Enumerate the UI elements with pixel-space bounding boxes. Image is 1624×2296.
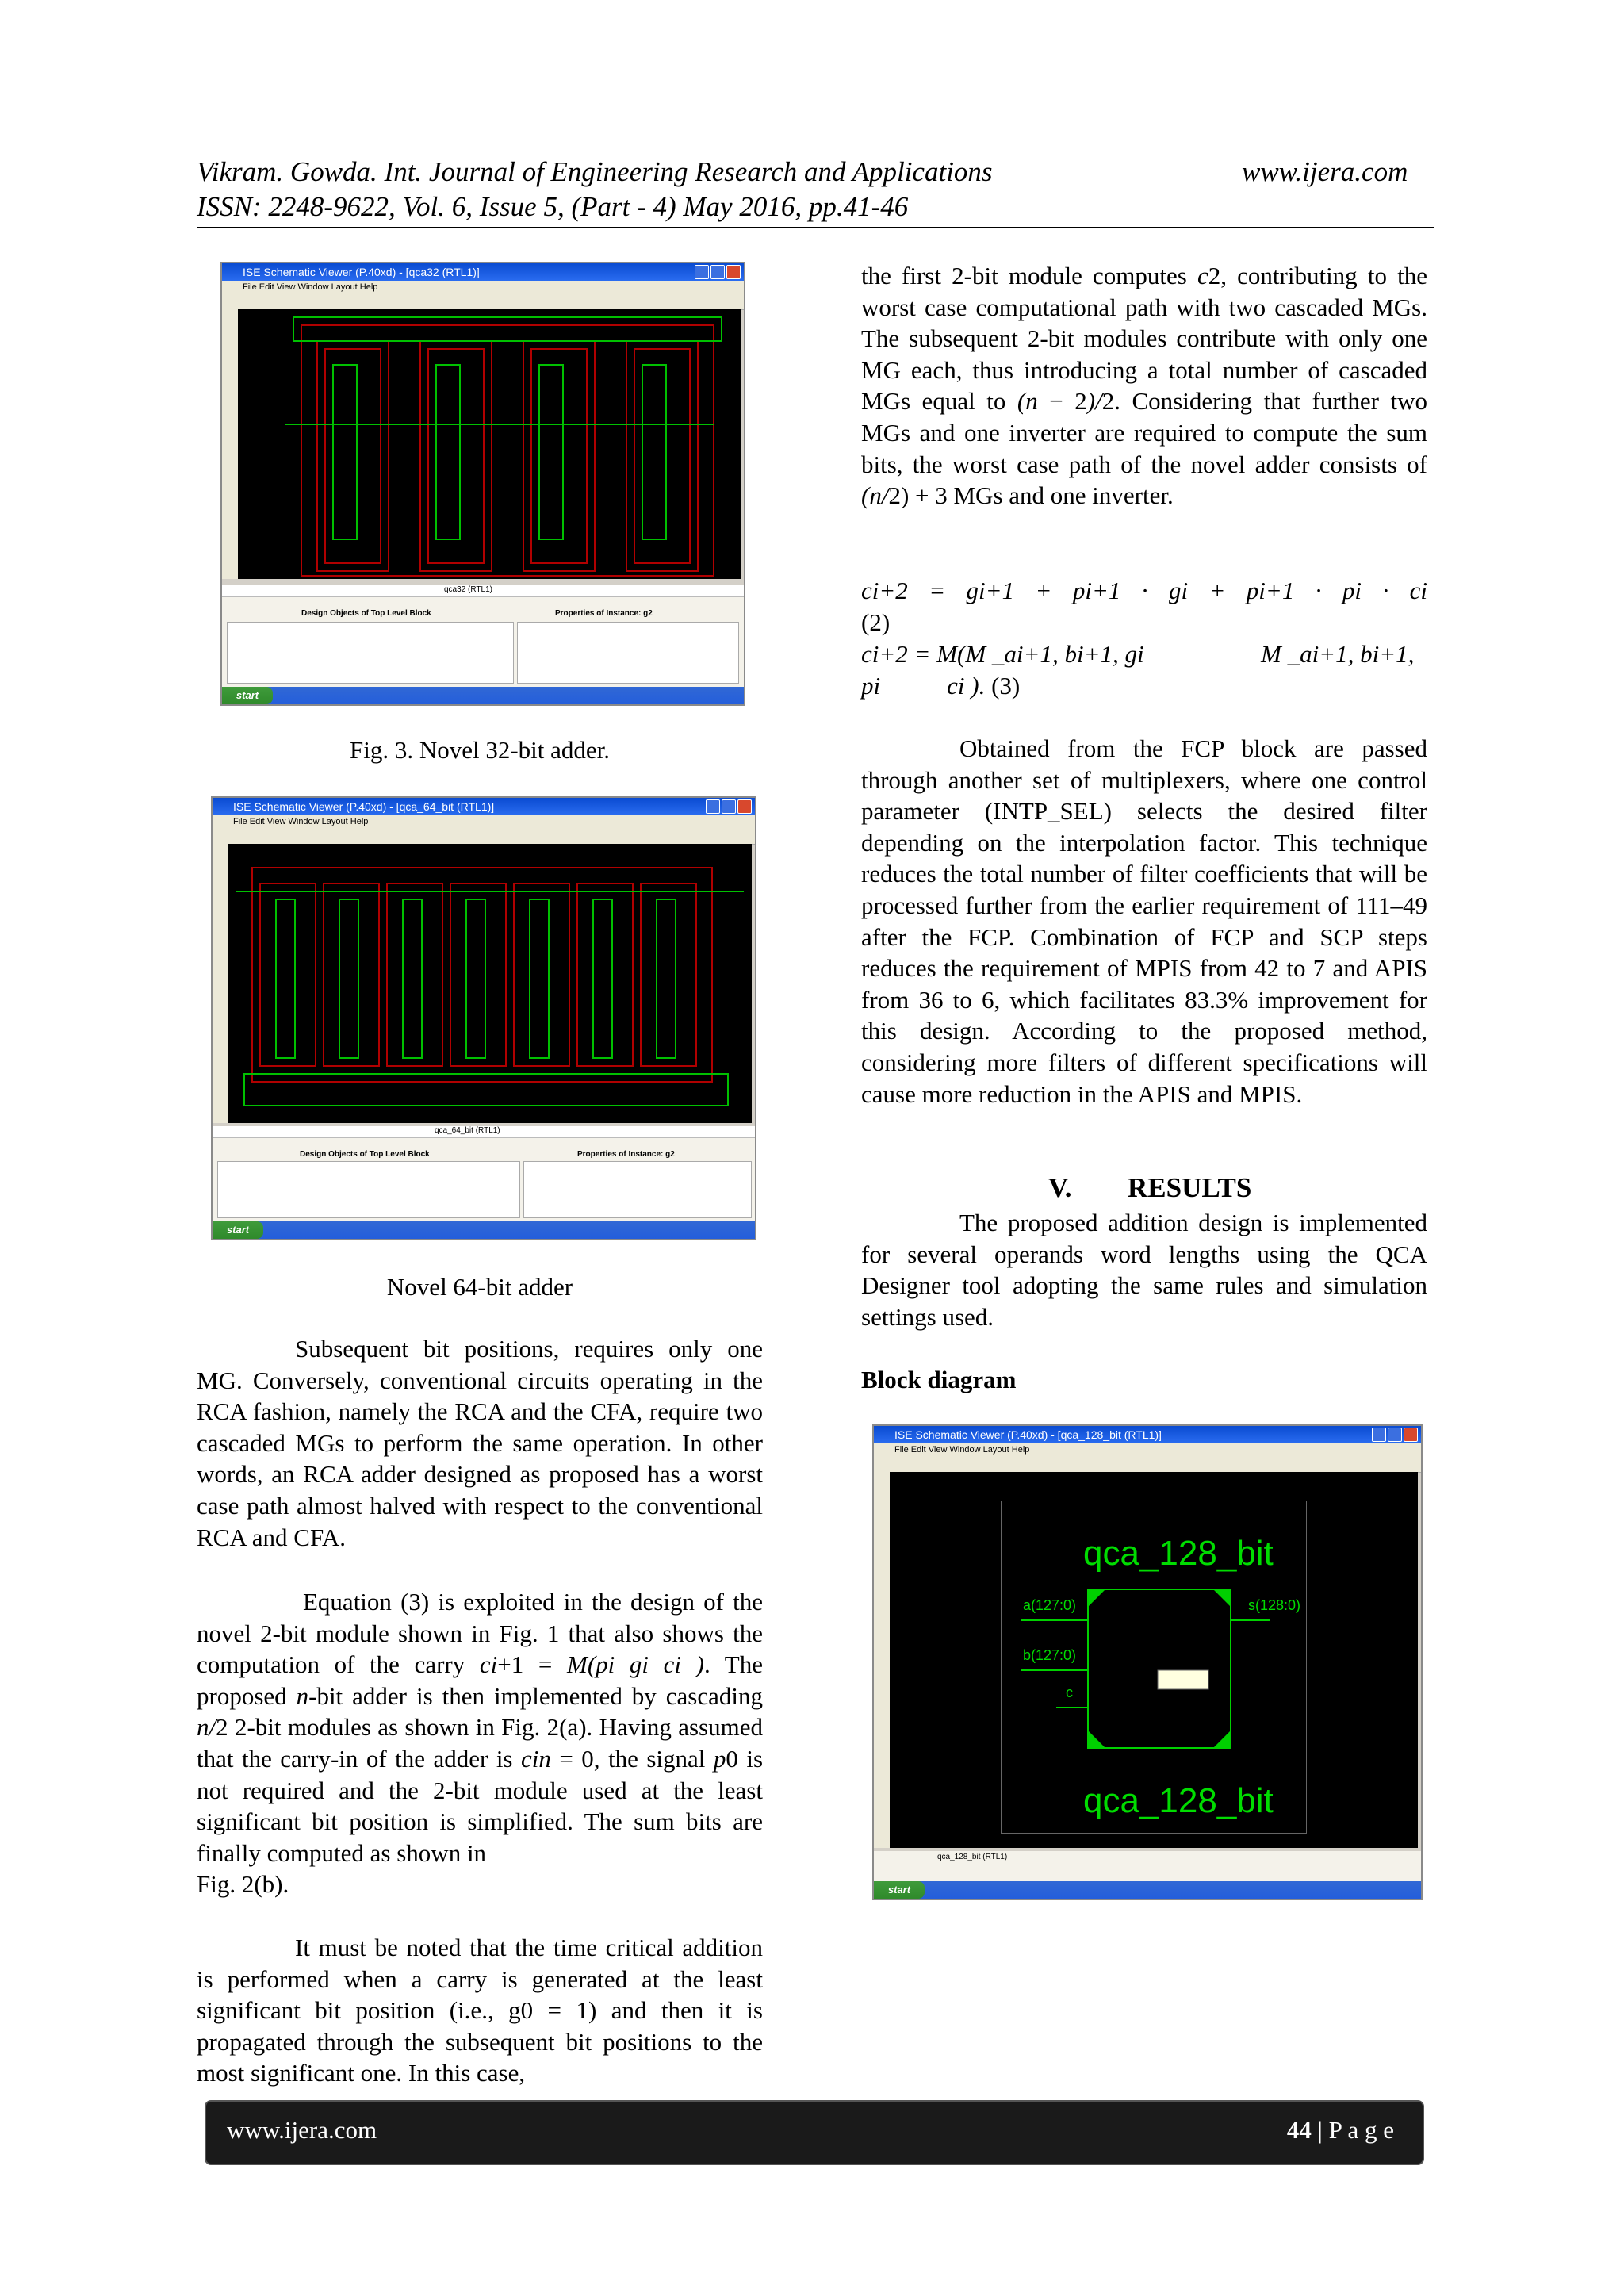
text: (n/ — [861, 481, 889, 510]
taskbar — [213, 1221, 755, 1239]
window-title: ISE Schematic Viewer (P.40xd) - [qca32 (RTL1)] — [243, 266, 480, 278]
text: c — [1197, 262, 1208, 289]
taskbar — [222, 687, 744, 704]
text: n/ — [197, 1713, 216, 1742]
props-title: Properties of Instance: g2 — [555, 609, 653, 618]
left-toolbar — [213, 844, 228, 1123]
maximize-icon — [710, 265, 725, 279]
text: (n — [1017, 387, 1038, 416]
start-button: start — [213, 1221, 263, 1239]
window-titlebar — [222, 263, 744, 281]
left-paragraph-2 — [197, 1586, 763, 1900]
left-paragraph-3 — [197, 1932, 763, 2089]
port-b-label: b(127:0) — [1023, 1647, 1077, 1663]
text: Equation (3) is exploited in the design of the novel 2-bit module shown in Fig. 1 that also shows the computation of the carry — [197, 1588, 763, 1679]
tab-label: qca32 (RTL1) — [444, 585, 492, 594]
equation-2: ci+2 = gi+1 + pi+1 · gi + pi+1 · pi · ci — [861, 577, 1427, 604]
text: the first 2-bit module computes — [861, 262, 1197, 289]
text: 2. Considering that further two MGs and one inverter are required to compute the sum bits, the worst case path of the novel adder consists of — [861, 387, 1427, 478]
text: ci ). — [947, 672, 986, 700]
text: 2) + 3 MGs and one inverter. — [888, 481, 1174, 510]
page-number: 44 — [1286, 2116, 1312, 2144]
design-objects-panel — [213, 1126, 755, 1221]
menu-bar: File Edit View Window Layout Help — [213, 815, 755, 828]
section-title: RESULTS — [1128, 1172, 1252, 1203]
menu-bar: File Edit View Window Layout Help — [874, 1443, 1421, 1456]
figure-128bit-screenshot — [872, 1424, 1423, 1900]
page-footer — [205, 2100, 1424, 2165]
text: -bit adder is then implemented by cascading — [308, 1681, 763, 1710]
page-label: | P a g e — [1311, 2116, 1394, 2144]
bottom-panel — [874, 1851, 1421, 1881]
text: M(pi gi ci ) — [567, 1650, 704, 1679]
panel-title: Design Objects of Top Level Block — [301, 609, 431, 618]
right-paragraph-3 — [861, 1207, 1427, 1332]
text: 0 is not required and the 2-bit module used at the least significant bit position is simplified. The sum bits are finally computed as shown in — [197, 1744, 764, 1867]
port-a-label: a(127:0) — [1023, 1597, 1077, 1613]
window-titlebar — [874, 1426, 1421, 1443]
header-rule — [197, 227, 1434, 228]
block-title-bottom: qca_128_bit — [1083, 1781, 1274, 1820]
text: Subsequent bit positions, requires only one MG. Conversely, conventional circuits operating in the RCA fashion, namely the RCA and the CFA, require two cascaded MGs to perform the same operation. In other words, an RCA adder designed as proposed has a worst case path almost halved with respect to the conventional RCA and CFA. — [197, 1335, 763, 1551]
minimize-icon — [706, 799, 720, 814]
start-button: start — [222, 687, 273, 704]
text: n — [296, 1681, 309, 1710]
text: . The proposed — [197, 1650, 764, 1710]
text: )/ — [1086, 387, 1102, 416]
close-icon — [1404, 1428, 1418, 1442]
issn-line: ISSN: 2248-9622, Vol. 6, Issue 5, (Part - 4) May 2016, pp.41-46 — [197, 191, 909, 222]
journal-title: Vikram. Gowda. Int. Journal of Engineering Research and Applications — [197, 156, 993, 187]
toolbar — [213, 828, 755, 845]
equation-3-part-3 — [861, 670, 1020, 702]
text: 2 2-bit modules as shown in Fig. 2(a). Having assumed that the carry-in of the adder is — [197, 1713, 763, 1773]
equation-3-part-1: ci+2 = M(M _ai+1, bi+1, gi — [861, 640, 1144, 668]
text: It must be noted that the time critical addition is performed when a carry is generated at the least significant bit position (i.e., g0 = 1) and then it is propagated through the subsequent bit positions to the most significant one. In this case, — [197, 1934, 763, 2087]
left-paragraph-1 — [197, 1333, 763, 1553]
window-title: ISE Schematic Viewer (P.40xd) - [qca_128_bit (RTL1)] — [894, 1428, 1162, 1441]
props-title: Properties of Instance: g2 — [577, 1150, 675, 1159]
figure-3-caption: Fig. 3. Novel 32-bit adder. — [349, 736, 611, 764]
left-toolbar — [222, 309, 238, 579]
schematic-64bit — [228, 844, 752, 1123]
design-objects-panel — [222, 585, 744, 687]
block-title-top: qca_128_bit — [1083, 1534, 1274, 1573]
toolbar — [222, 293, 744, 310]
footer-page — [1287, 2116, 1394, 2145]
window-title: ISE Schematic Viewer (P.40xd) - [qca_64_bit (RTL1)] — [233, 800, 495, 813]
close-icon — [726, 265, 741, 279]
equation-3-number: (3) — [985, 672, 1021, 700]
text: Fig. 2(b). — [197, 1870, 289, 1899]
figure-32bit-screenshot — [220, 262, 745, 706]
schematic-32bit — [238, 309, 741, 579]
journal-site: www.ijera.com — [1242, 156, 1408, 187]
port-s-label: s(128:0) — [1248, 1597, 1301, 1613]
panel-title: Design Objects of Top Level Block — [300, 1150, 430, 1159]
maximize-icon — [722, 799, 736, 814]
taskbar — [874, 1881, 1421, 1899]
equation-2-number: (2) — [861, 608, 891, 636]
right-paragraph-2 — [861, 733, 1427, 1110]
left-toolbar — [874, 1472, 890, 1848]
toolbar — [874, 1456, 1421, 1473]
schematic-canvas — [228, 844, 752, 1123]
figure-64bit-screenshot — [211, 796, 756, 1240]
schematic-canvas — [890, 1472, 1418, 1848]
close-icon — [737, 799, 752, 814]
text: Obtained from the FCP block are passed through another set of multiplexers, where one control parameter (INTP_SEL) selects the desired filter depending on the interpolation factor. This technique reduces the total number of filter coefficients that will be processed further from the earlier requirement of 111–49 after the FCP. Combination of FCP and SCP steps reduces the requirement of MPIS from 42 to 7 and APIS from 36 to 6, which facilitates 83.3% improvement for this design. According to the proposed method, considering more filters of different specifications will cause more reduction in the APIS and MPIS. — [861, 734, 1427, 1108]
text: ci — [479, 1650, 498, 1679]
minimize-icon — [1372, 1428, 1386, 1442]
text: pi — [861, 672, 881, 700]
section-number: V. — [1048, 1172, 1072, 1203]
tab-label: qca_128_bit (RTL1) — [937, 1853, 1008, 1861]
text: = 0, the signal — [550, 1744, 714, 1773]
start-button: start — [874, 1881, 925, 1899]
schematic-canvas — [238, 309, 741, 579]
menu-bar: File Edit View Window Layout Help — [222, 281, 744, 293]
text: +1 = — [497, 1650, 567, 1679]
minimize-icon — [695, 265, 709, 279]
text: 2, contributing to the worst case computational path with two cascaded MGs. The subsequent 2-bit modules contribute with only one MG each, thus introducing a total number of cascaded MGs equal to — [861, 262, 1427, 416]
text: − 2 — [1037, 387, 1087, 416]
block-diagram-heading: Block diagram — [861, 1366, 1017, 1393]
tab-label: qca_64_bit (RTL1) — [435, 1126, 500, 1135]
footer-site: www.ijera.com — [227, 2116, 377, 2144]
text: cin — [520, 1744, 551, 1773]
window-titlebar — [213, 798, 755, 815]
figure-64bit-caption: Novel 64-bit adder — [386, 1273, 573, 1301]
port-c-label: c — [1066, 1685, 1073, 1700]
right-paragraph-1 — [861, 260, 1427, 512]
maximize-icon — [1388, 1428, 1402, 1442]
text: p — [713, 1744, 726, 1773]
text: The proposed addition design is implemented for several operands word lengths using the QCA Designer tool adopting the same rules and simulation settings used. — [861, 1209, 1427, 1331]
equation-3-part-2: M _ai+1, bi+1, — [1261, 640, 1415, 668]
